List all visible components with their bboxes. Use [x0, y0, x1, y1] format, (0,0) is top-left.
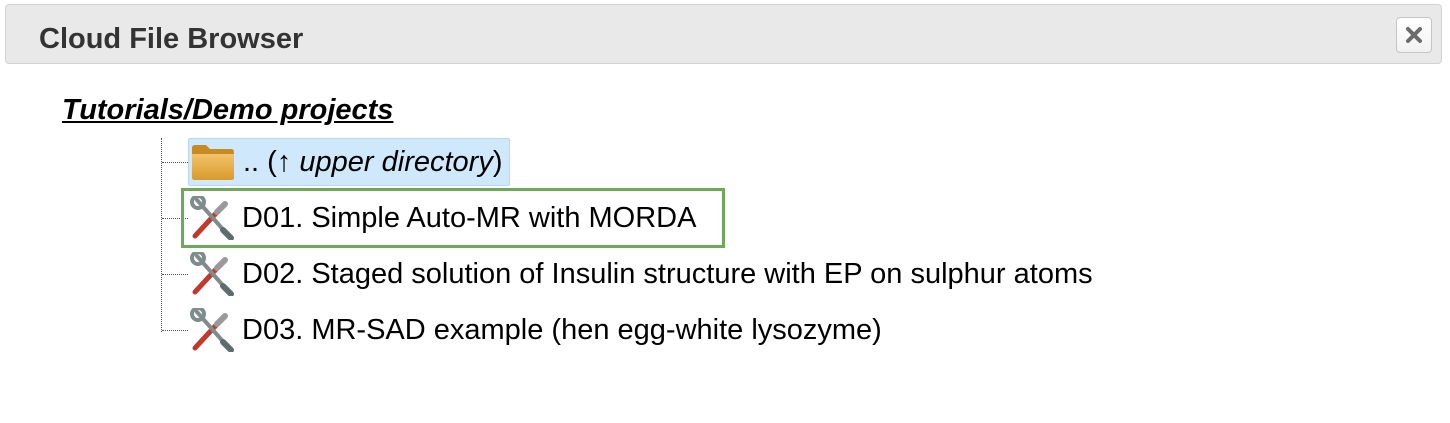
- tools-icon: [188, 196, 236, 240]
- dialog-titlebar[interactable]: [5, 4, 1442, 64]
- upper-directory-label: .. (↑ upper directory): [243, 146, 503, 178]
- current-path-link[interactable]: Tutorials/Demo projects: [62, 94, 394, 126]
- tree-connector: [162, 274, 188, 275]
- project-item-d03[interactable]: [188, 306, 888, 354]
- project-label-d01: D01. Simple Auto-MR with MORDA: [242, 202, 697, 234]
- project-item-d01[interactable]: [181, 188, 725, 248]
- tools-icon: [188, 308, 236, 352]
- file-tree: [161, 138, 1411, 358]
- project-label-d03: D03. MR-SAD example (hen egg-white lysozyme): [242, 314, 882, 346]
- tree-connector: [162, 162, 188, 163]
- tree-node-d01: [161, 194, 1361, 242]
- project-item-d02[interactable]: [188, 250, 1099, 298]
- upper-directory-item[interactable]: [188, 138, 510, 186]
- close-icon: [1405, 26, 1423, 44]
- project-label-d02: D02. Staged solution of Insulin structure with EP on sulphur atoms: [242, 258, 1093, 290]
- dialog-title: Cloud File Browser: [39, 23, 304, 55]
- tree-node-upper-directory: [161, 138, 1361, 186]
- tools-icon: [188, 252, 236, 296]
- tree-node-d03: [161, 306, 1361, 354]
- tree-node-d02: [161, 250, 1361, 298]
- close-button[interactable]: [1396, 17, 1432, 53]
- folder-icon: [189, 140, 237, 184]
- tree-connector: [162, 330, 188, 331]
